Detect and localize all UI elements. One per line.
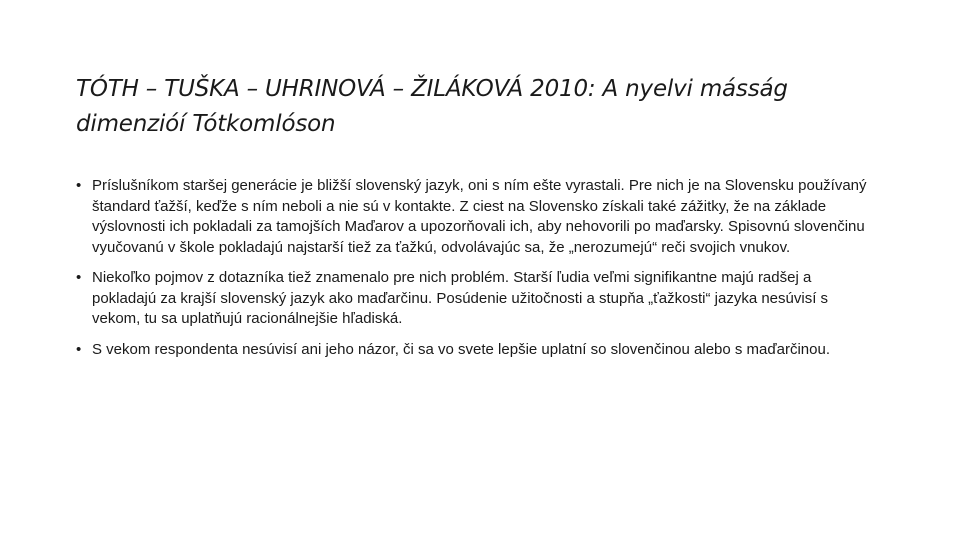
bullet-item (76, 176, 876, 258)
bullet-icon: • (76, 177, 82, 194)
bullet-icon: • (76, 269, 82, 286)
bullet-text: S vekom respondenta nesúvisí ani jeho názor, či sa vo svete lepšie uplatní so slovenčinou alebo s maďarčinou. (92, 340, 830, 358)
bullet-item (76, 340, 876, 361)
bullet-list (76, 176, 876, 370)
bullet-icon: • (76, 340, 82, 358)
slide-title: TÓTH – TUŠKA – UHRINOVÁ – ŽILÁKOVÁ 2010: A nyelvi másság dimenzióí Tótkomlóson (76, 76, 788, 137)
bullet-text: Niekoľko pojmov z dotazníka tiež znamenalo pre nich problém. Starší ľudia veľmi signifikantne majú radšej a pokladajú za krajší slovenský jazyk ako maďarčinu. Posúdenie užitočnosti a stupňa „ťažkosti“ jazyka nesúvisí s vekom, tu sa uplatňujú racionálnejšie hľadiská. (92, 269, 829, 327)
bullet-text: Príslušníkom staršej generácie je bližší slovenský jazyk, oni s ním ešte vyrastali. Pre nich je na Slovensku používaný štandard ťažší, keďže s ním neboli a nie sú v kontakte. Z ciest na Slovensko získali také zážitky, že na základe výslovnosti ich pokladali za tamojších Maďarov a upozorňovali ich, aby nehovorili po maďarsky. Spisovnú slovenčinu vyučovanú v škole pokladajú najstarší tiež za ťažkú, odvolávajúc sa, že „nerozumejú“ reči svojich vnukov. (92, 177, 867, 256)
bullet-item (76, 268, 876, 330)
